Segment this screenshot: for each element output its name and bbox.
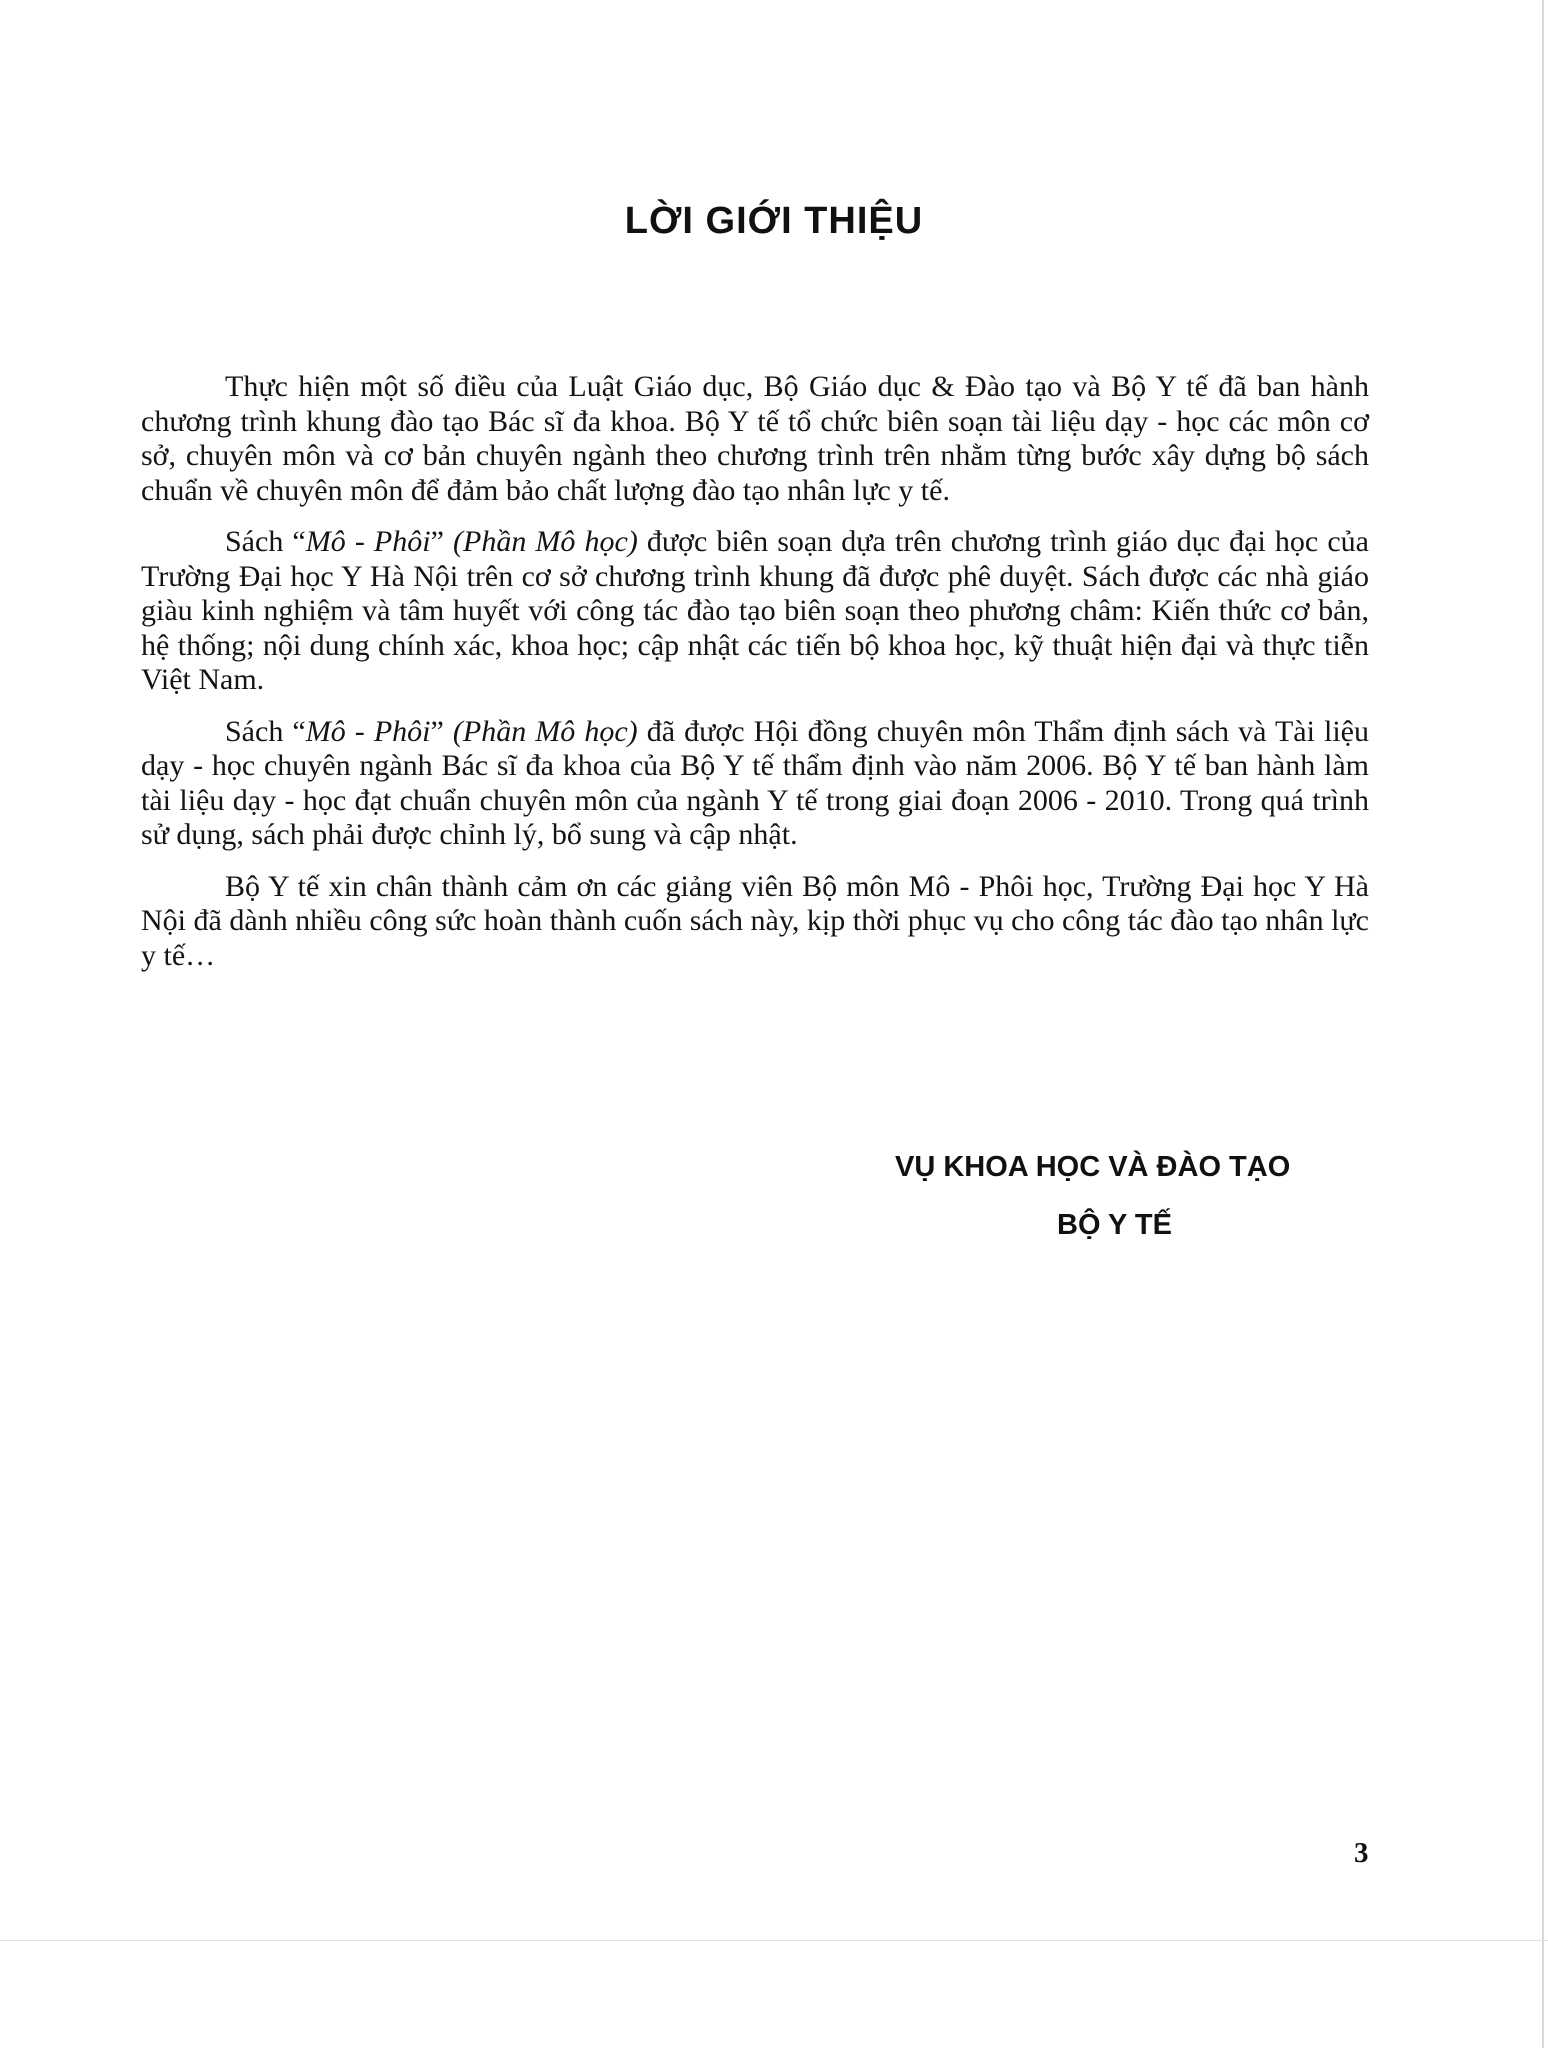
paragraph xyxy=(141,870,1369,974)
book-title-italic: Mô - Phôi xyxy=(305,525,431,558)
body-text xyxy=(141,370,1369,990)
paragraph-text: ” xyxy=(430,525,453,558)
paragraph-text: được biên soạn dựa trên chương trình giáo dục đại học của Trường Đại học Y Hà Nội trên cơ sở chương trình khung đã được phê duyệt. Sách được các nhà giáo giàu kinh nghiệm và tâm huyết với công tác đào tạo biên soạn theo phương châm: Kiến thức cơ bản, hệ thống; nội dung chính xác, khoa học; cập nhật các tiến bộ khoa học, kỹ thuật hiện đại và thực tiễn Việt Nam. xyxy=(141,525,1369,696)
paragraph xyxy=(141,715,1369,853)
book-part-italic: (Phần Mô học) xyxy=(452,714,638,748)
paragraph-text: ” xyxy=(430,714,453,748)
page-title: LỜI GIỚI THIỆU xyxy=(624,200,924,242)
paragraph-text: Sách “ xyxy=(225,525,306,558)
signature-department: VỤ KHOA HỌC VÀ ĐÀO TẠO xyxy=(895,1151,1291,1183)
book-title-italic: Mô - Phôi xyxy=(305,714,431,748)
paragraph xyxy=(141,525,1369,698)
paragraph xyxy=(141,370,1369,508)
page-number: 3 xyxy=(1354,1837,1369,1869)
book-part-italic: (Phần Mô học) xyxy=(453,525,638,558)
scan-bottom-line xyxy=(0,1940,1548,1941)
paragraph-text: đã được Hội đồng chuyên môn Thẩm định sách và Tài liệu dạy - học chuyên ngành Bác sĩ đa khoa của Bộ Y tế thẩm định vào năm 2006. Bộ Y tế ban hành làm tài liệu dạy - học đạt chuẩn chuyên môn của ngành Y tế trong giai đoạn 2006 - 2010. Trong quá trình sử dụng, sách phải được chỉnh lý, bổ sung và cập nhật. xyxy=(141,714,1369,851)
signature-ministry: BỘ Y TẾ xyxy=(1057,1209,1172,1241)
paragraph-text: Sách “ xyxy=(225,714,306,748)
paragraph-text: Bộ Y tế xin chân thành cảm ơn các giảng viên Bộ môn Mô - Phôi học, Trường Đại học Y Hà Nội đã dành nhiều công sức hoàn thành cuốn sách này, kịp thời phục vụ cho công tác đào tạo nhân lực y tế… xyxy=(141,869,1369,972)
paragraph-text: Thực hiện một số điều của Luật Giáo dục, Bộ Giáo dục & Đào tạo và Bộ Y tế đã ban hành chương trình khung đào tạo Bác sĩ đa khoa. Bộ Y tế tổ chức biên soạn tài liệu dạy - học các môn cơ sở, chuyên môn và cơ bản chuyên ngành theo chương trình trên nhằm từng bước xây dựng bộ sách chuẩn về chuyên môn để đảm bảo chất lượng đào tạo nhân lực y tế. xyxy=(141,370,1369,507)
scan-edge-line xyxy=(1542,0,1544,2048)
